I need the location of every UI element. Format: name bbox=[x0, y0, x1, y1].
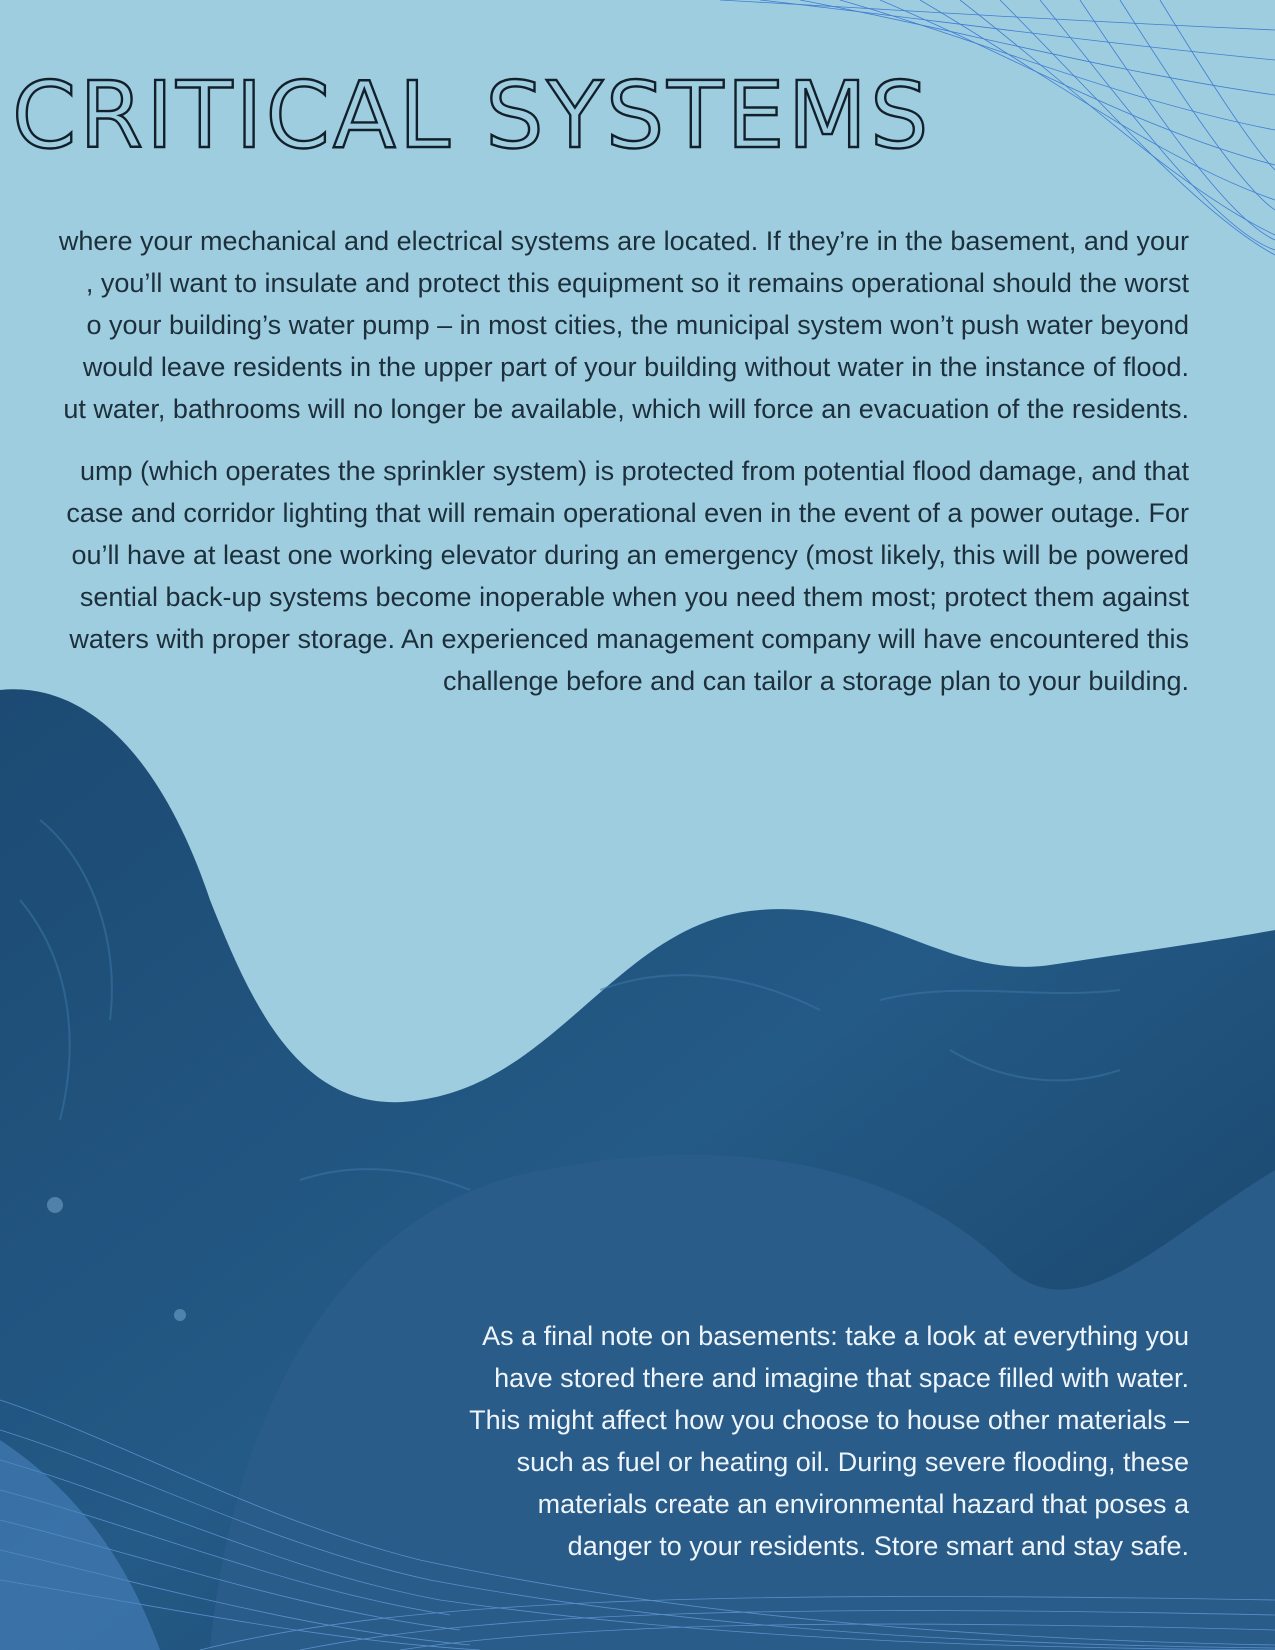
text-line: such as fuel or heating oil. During severe flooding, these bbox=[516, 1447, 1189, 1477]
paragraph-critical-systems bbox=[59, 220, 1189, 430]
text-line: ump (which operates the sprinkler system) is protected from potential flood damage, and that bbox=[79, 456, 1189, 486]
text-line: case and corridor lighting that will remain operational even in the event of a power outage. For bbox=[66, 498, 1189, 528]
text-line: , you’ll want to insulate and protect this equipment so it remains operational should the worst bbox=[85, 268, 1189, 298]
text-line: ut water, bathrooms will no longer be available, which will force an evacuation of the residents. bbox=[63, 394, 1189, 424]
text-line: have stored there and imagine that space filled with water. bbox=[494, 1363, 1189, 1393]
water-droplet bbox=[47, 1197, 63, 1213]
text-line: materials create an environmental hazard that poses a bbox=[537, 1489, 1189, 1519]
text-line: This might affect how you choose to house other materials – bbox=[469, 1405, 1189, 1435]
text-line: As a final note on basements: take a look at everything you bbox=[482, 1321, 1189, 1351]
text-line: o your building’s water pump – in most cities, the municipal system won’t push water beyond bbox=[86, 310, 1189, 340]
paragraph-backup-systems bbox=[66, 450, 1189, 702]
text-line: sential back-up systems become inoperable when you need them most; protect them against bbox=[79, 582, 1189, 612]
page-title: CRITICAL SYSTEMS bbox=[12, 62, 932, 169]
paragraph-final-note bbox=[469, 1315, 1189, 1567]
text-line: ou’ll have at least one working elevator during an emergency (most likely, this will be powered bbox=[71, 540, 1189, 570]
text-line: waters with proper storage. An experienced management company will have encountered this bbox=[69, 624, 1189, 654]
text-line: where your mechanical and electrical systems are located. If they’re in the basement, and your bbox=[58, 226, 1189, 256]
text-line: danger to your residents. Store smart and stay safe. bbox=[567, 1531, 1189, 1561]
text-line: would leave residents in the upper part of your building without water in the instance of flood. bbox=[82, 352, 1189, 382]
water-droplet bbox=[174, 1309, 186, 1321]
text-line: challenge before and can tailor a storage plan to your building. bbox=[442, 666, 1189, 696]
